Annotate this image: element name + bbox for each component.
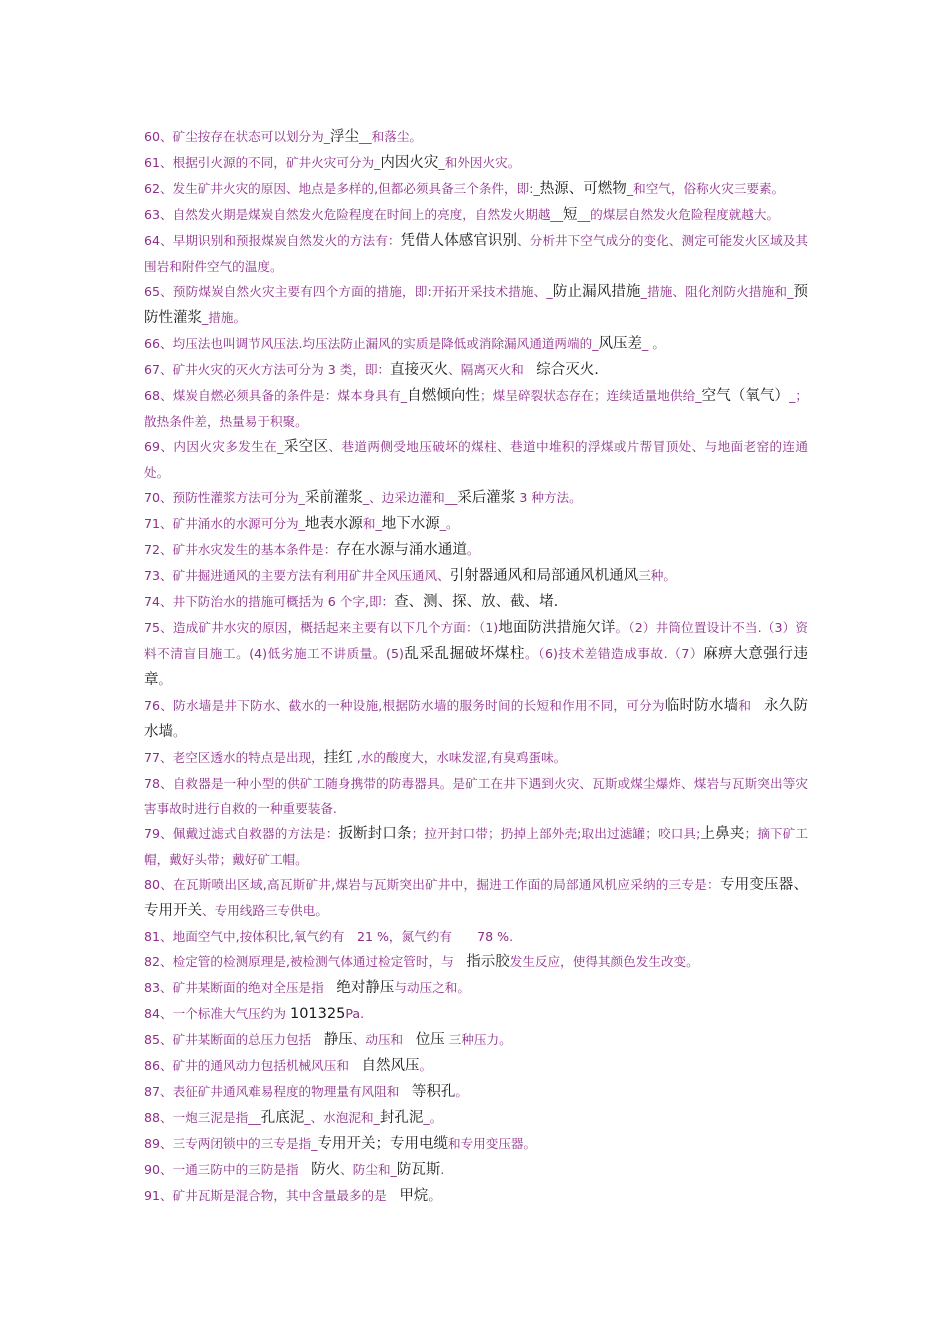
question-text: _、边采边灌和__: [362, 490, 458, 505]
question-text: 三种压力。: [444, 1032, 512, 1047]
question-item: [144, 949, 808, 975]
answer-text: 短: [563, 207, 578, 223]
question-item: [144, 279, 808, 331]
answer-text: 采后灌浆: [457, 490, 516, 506]
question-text: __的煤层自然发火危险程度就越大。: [577, 207, 780, 222]
question-text: 81、地面空气中,按体积比,氧气约有 21 %，氮气约有 78 %.: [144, 929, 514, 944]
question-item: [144, 1131, 808, 1157]
answer-text: 静压: [323, 1032, 353, 1048]
answer-text: 防火: [311, 1162, 341, 1178]
question-item: [144, 1079, 808, 1105]
answer-text: 自燃倾向性: [407, 388, 480, 404]
question-text: 60、矿尘按存在状态可以划分为_: [144, 129, 331, 144]
answer-text: 采空区: [283, 439, 329, 455]
answer-text: 上鼻夹: [700, 826, 745, 842]
answer-text: 位压: [415, 1032, 445, 1048]
question-item: [144, 1001, 808, 1027]
answer-text: 地表水源: [304, 516, 363, 532]
question-text: _。: [439, 516, 459, 531]
question-text: _和外因火灾。: [438, 155, 521, 170]
question-text: 三种。: [638, 568, 676, 583]
question-text: 、专用线路三专供电。: [202, 903, 328, 918]
question-text: 75、造成矿井水灾的原因，概括起来主要有以下几个方面：（1): [144, 620, 499, 635]
answer-text: 地下水源: [381, 516, 440, 532]
question-text: 、巷道两侧受地压破坏的煤柱、巷道中堆积的浮煤或片帮冒顶处、与地面老窑的连通处。: [144, 439, 809, 480]
answer-text: 预防性灌浆: [144, 284, 809, 326]
question-text: 84、一个标准大气压约为: [144, 1006, 290, 1021]
question-text: 和_: [362, 516, 382, 531]
answer-text: 扳断封口条: [338, 826, 412, 842]
question-item: [144, 745, 808, 771]
question-item: [144, 975, 808, 1001]
answer-text: 凭借人体感官识别: [400, 233, 518, 249]
question-text: 72、矿井水灾发生的基本条件是：: [144, 542, 337, 557]
answer-text: 专用开关；专用电缆: [317, 1136, 448, 1152]
answer-text: 绝对静压: [336, 980, 395, 996]
question-text: _、水泡泥和_: [304, 1110, 380, 1125]
question-text: 发生反应，使得其颜色发生改变。: [509, 954, 699, 969]
question-text: 79、佩戴过滤式自救器的方法是：: [144, 826, 339, 841]
question-list: [144, 124, 808, 1209]
question-item: [144, 357, 808, 383]
answer-text: 综合灭火.: [536, 362, 599, 378]
question-text: 。: [428, 1188, 441, 1203]
question-text: 64、早期识别和预报煤炭自然发火的方法有：: [144, 233, 401, 248]
question-item: [144, 1105, 808, 1131]
question-item: [144, 1157, 808, 1183]
question-item: [144, 615, 808, 693]
question-item: [144, 1183, 808, 1209]
question-text: 77、老空区透水的特点是出现，: [144, 750, 324, 765]
question-item: [144, 693, 808, 745]
question-text: _措施、阻化剂防火措施和_: [640, 284, 794, 299]
question-item: [144, 1053, 808, 1079]
question-item: [144, 771, 808, 821]
answer-text: 防止漏风措施: [552, 284, 641, 300]
question-text: 62、发生矿井火灾的原因、地点是多样的,但都必须具备三个条件，即:_: [144, 181, 540, 196]
answer-text: 浮尘: [330, 129, 360, 145]
answer-text: 乱采乱掘破坏煤柱: [403, 646, 525, 662]
question-text: ；摘下矿工帽，戴好头带；戴好矿工帽。: [144, 826, 808, 867]
question-text: 91、矿井瓦斯是混合物，其中含量最多的是: [144, 1188, 400, 1203]
question-item: [144, 176, 808, 202]
question-text: 61、根据引火源的不同，矿井火灾可分为_: [144, 155, 381, 170]
question-item: [144, 924, 808, 949]
answer-text: 热源、可燃物: [539, 181, 627, 197]
question-item: [144, 589, 808, 615]
answer-text: 查、测、探、放、截、堵.: [394, 594, 559, 610]
question-text: _。: [423, 1110, 443, 1125]
question-text: .: [440, 1162, 445, 1177]
question-text: 、分析井下空气成分的变化、测定可能发火区域及其围岩和附件空气的温度。: [144, 233, 809, 274]
question-item: [144, 511, 808, 537]
answer-text: 内因火灾: [380, 155, 439, 171]
question-text: 80、在瓦斯喷出区域,高瓦斯矿井,煤岩与瓦斯突出矿井中，掘进工作面的局部通风机应采纳的三专是：: [144, 877, 720, 892]
question-item: [144, 537, 808, 563]
question-text: ；拉开封口带；扔掉上部外壳;取出过滤罐；咬口具;: [411, 826, 701, 841]
answer-text: 甲烷: [399, 1188, 429, 1204]
question-text: 。: [466, 542, 480, 557]
question-text: 88、一炮三泥是指__: [144, 1110, 261, 1125]
question-item: [144, 202, 808, 228]
answer-text: 空气（氧气）: [701, 388, 790, 404]
question-item: [144, 124, 808, 150]
question-item: [144, 485, 808, 511]
question-item: [144, 150, 808, 176]
question-text: 69、内因火灾多发生在_: [144, 439, 284, 454]
question-text: 68、煤炭自燃必须具备的条件是：煤本身具有_: [144, 388, 408, 403]
question-text: 、隔离灭火和: [448, 362, 537, 377]
question-text: 66、均压法也叫调节风压法.均压法防止漏风的实质是降低或消除漏风通道两端的_: [144, 336, 599, 351]
answer-text: 指示胶: [466, 954, 510, 970]
question-text: Pa.: [345, 1006, 365, 1021]
question-item: [144, 563, 808, 589]
answer-text: 孔底泥: [260, 1110, 305, 1126]
answer-text: 防瓦斯: [396, 1162, 441, 1178]
question-text: 63、自然发火期是煤炭自然发火危险程度在时间上的亮度，自然发火期越__: [144, 207, 564, 222]
answer-text: 地面防洪措施欠详: [498, 620, 616, 636]
question-text: ；煤呈碎裂状态存在；连续适量地供给_: [479, 388, 702, 403]
question-text: 71、矿井涌水的水源可分为_: [144, 516, 305, 531]
question-text: _；散热条件差，热量易于积聚。: [144, 388, 809, 429]
answer-text: 自然风压: [361, 1058, 420, 1074]
question-text: 87、表征矿井通风难易程度的物理量有风阻和: [144, 1084, 412, 1099]
answer-text: 101325: [289, 1006, 346, 1022]
answer-text: 等积孔: [411, 1084, 456, 1100]
answer-text: 麻痹大意强行违章: [144, 646, 808, 688]
question-text: 和: [738, 698, 765, 713]
question-text: 。: [173, 724, 186, 739]
answer-text: 风压差: [598, 336, 643, 352]
question-text: 76、防水墙是井下防水、截水的一种设施,根据防水墙的服务时间的长短和作用不同，可分为: [144, 698, 665, 713]
question-text: 与动压之和。: [394, 980, 470, 995]
question-text: 。: [158, 672, 172, 687]
question-text: 。: [419, 1058, 433, 1073]
question-text: 和专用变压器。: [447, 1136, 537, 1151]
question-text: 67、矿井火灾的灭火方法可分为 3 类，即：: [144, 362, 391, 377]
question-text: 。（6)技术差错造成事故.（7）: [524, 646, 704, 661]
question-text: 73、矿井掘进通风的主要方法有利用矿井全风压通风、: [144, 568, 450, 583]
question-text: 86、矿井的通风动力包括机械风压和: [144, 1058, 362, 1073]
question-text: ,水的酸度大，水味发涩,有臭鸡蛋味。: [352, 750, 567, 765]
question-item: [144, 1027, 808, 1053]
question-text: 90、一通三防中的三防是指: [144, 1162, 312, 1177]
answer-text: 直接灭火: [390, 362, 449, 378]
question-item: [144, 383, 808, 434]
question-item: [144, 872, 808, 924]
question-text: __和落尘。: [359, 129, 423, 144]
question-text: 85、矿井某断面的总压力包括: [144, 1032, 324, 1047]
question-text: 74、井下防治水的措施可概括为 6 个字,即：: [144, 594, 395, 609]
question-text: _ 。: [642, 336, 665, 351]
question-text: 。（2）井筒位置设计不当.（3）资料不清盲目施工。(4)低劣施工不讲质量。(5): [144, 620, 809, 661]
question-text: _措施。: [202, 310, 247, 325]
question-text: 83、矿井某断面的绝对全压是指: [144, 980, 337, 995]
question-text: _和空气，俗称火灾三要素。: [626, 181, 785, 196]
answer-text: 专用变压器、专用开关: [144, 877, 808, 919]
question-text: 89、三专两闭锁中的三专是指_: [144, 1136, 318, 1151]
question-item: [144, 228, 808, 279]
question-text: 70、预防性灌浆方法可分为_: [144, 490, 305, 505]
question-text: 。: [455, 1084, 468, 1099]
question-text: 、防尘和_: [340, 1162, 397, 1177]
question-text: 65、预防煤炭自然火灾主要有四个方面的措施，即:开拓开采技术措施、_: [144, 284, 553, 299]
answer-text: 采前灌浆: [304, 490, 363, 506]
question-item: [144, 434, 808, 485]
answer-text: 永久防水墙: [144, 698, 809, 740]
answer-text: 临时防水墙: [664, 698, 739, 714]
answer-text: 引射器通风和局部通风机通风: [449, 568, 639, 584]
question-text: 78、自救器是一种小型的供矿工随身携带的防毒器具。是矿工在井下遇到火灾、瓦斯或煤尘爆炸、煤岩与瓦斯突出等灾害事故时进行自救的一种重要装备.: [144, 776, 808, 816]
question-text: 82、检定管的检测原理是,被检测气体通过检定管时，与: [144, 954, 467, 969]
question-text: 3 种方法。: [515, 490, 582, 505]
question-text: 、动压和: [352, 1032, 416, 1047]
answer-text: 挂红: [323, 750, 353, 766]
answer-text: 存在水源与涌水通道: [336, 542, 467, 558]
question-item: [144, 821, 808, 872]
question-item: [144, 331, 808, 357]
answer-text: 封孔泥: [379, 1110, 424, 1126]
